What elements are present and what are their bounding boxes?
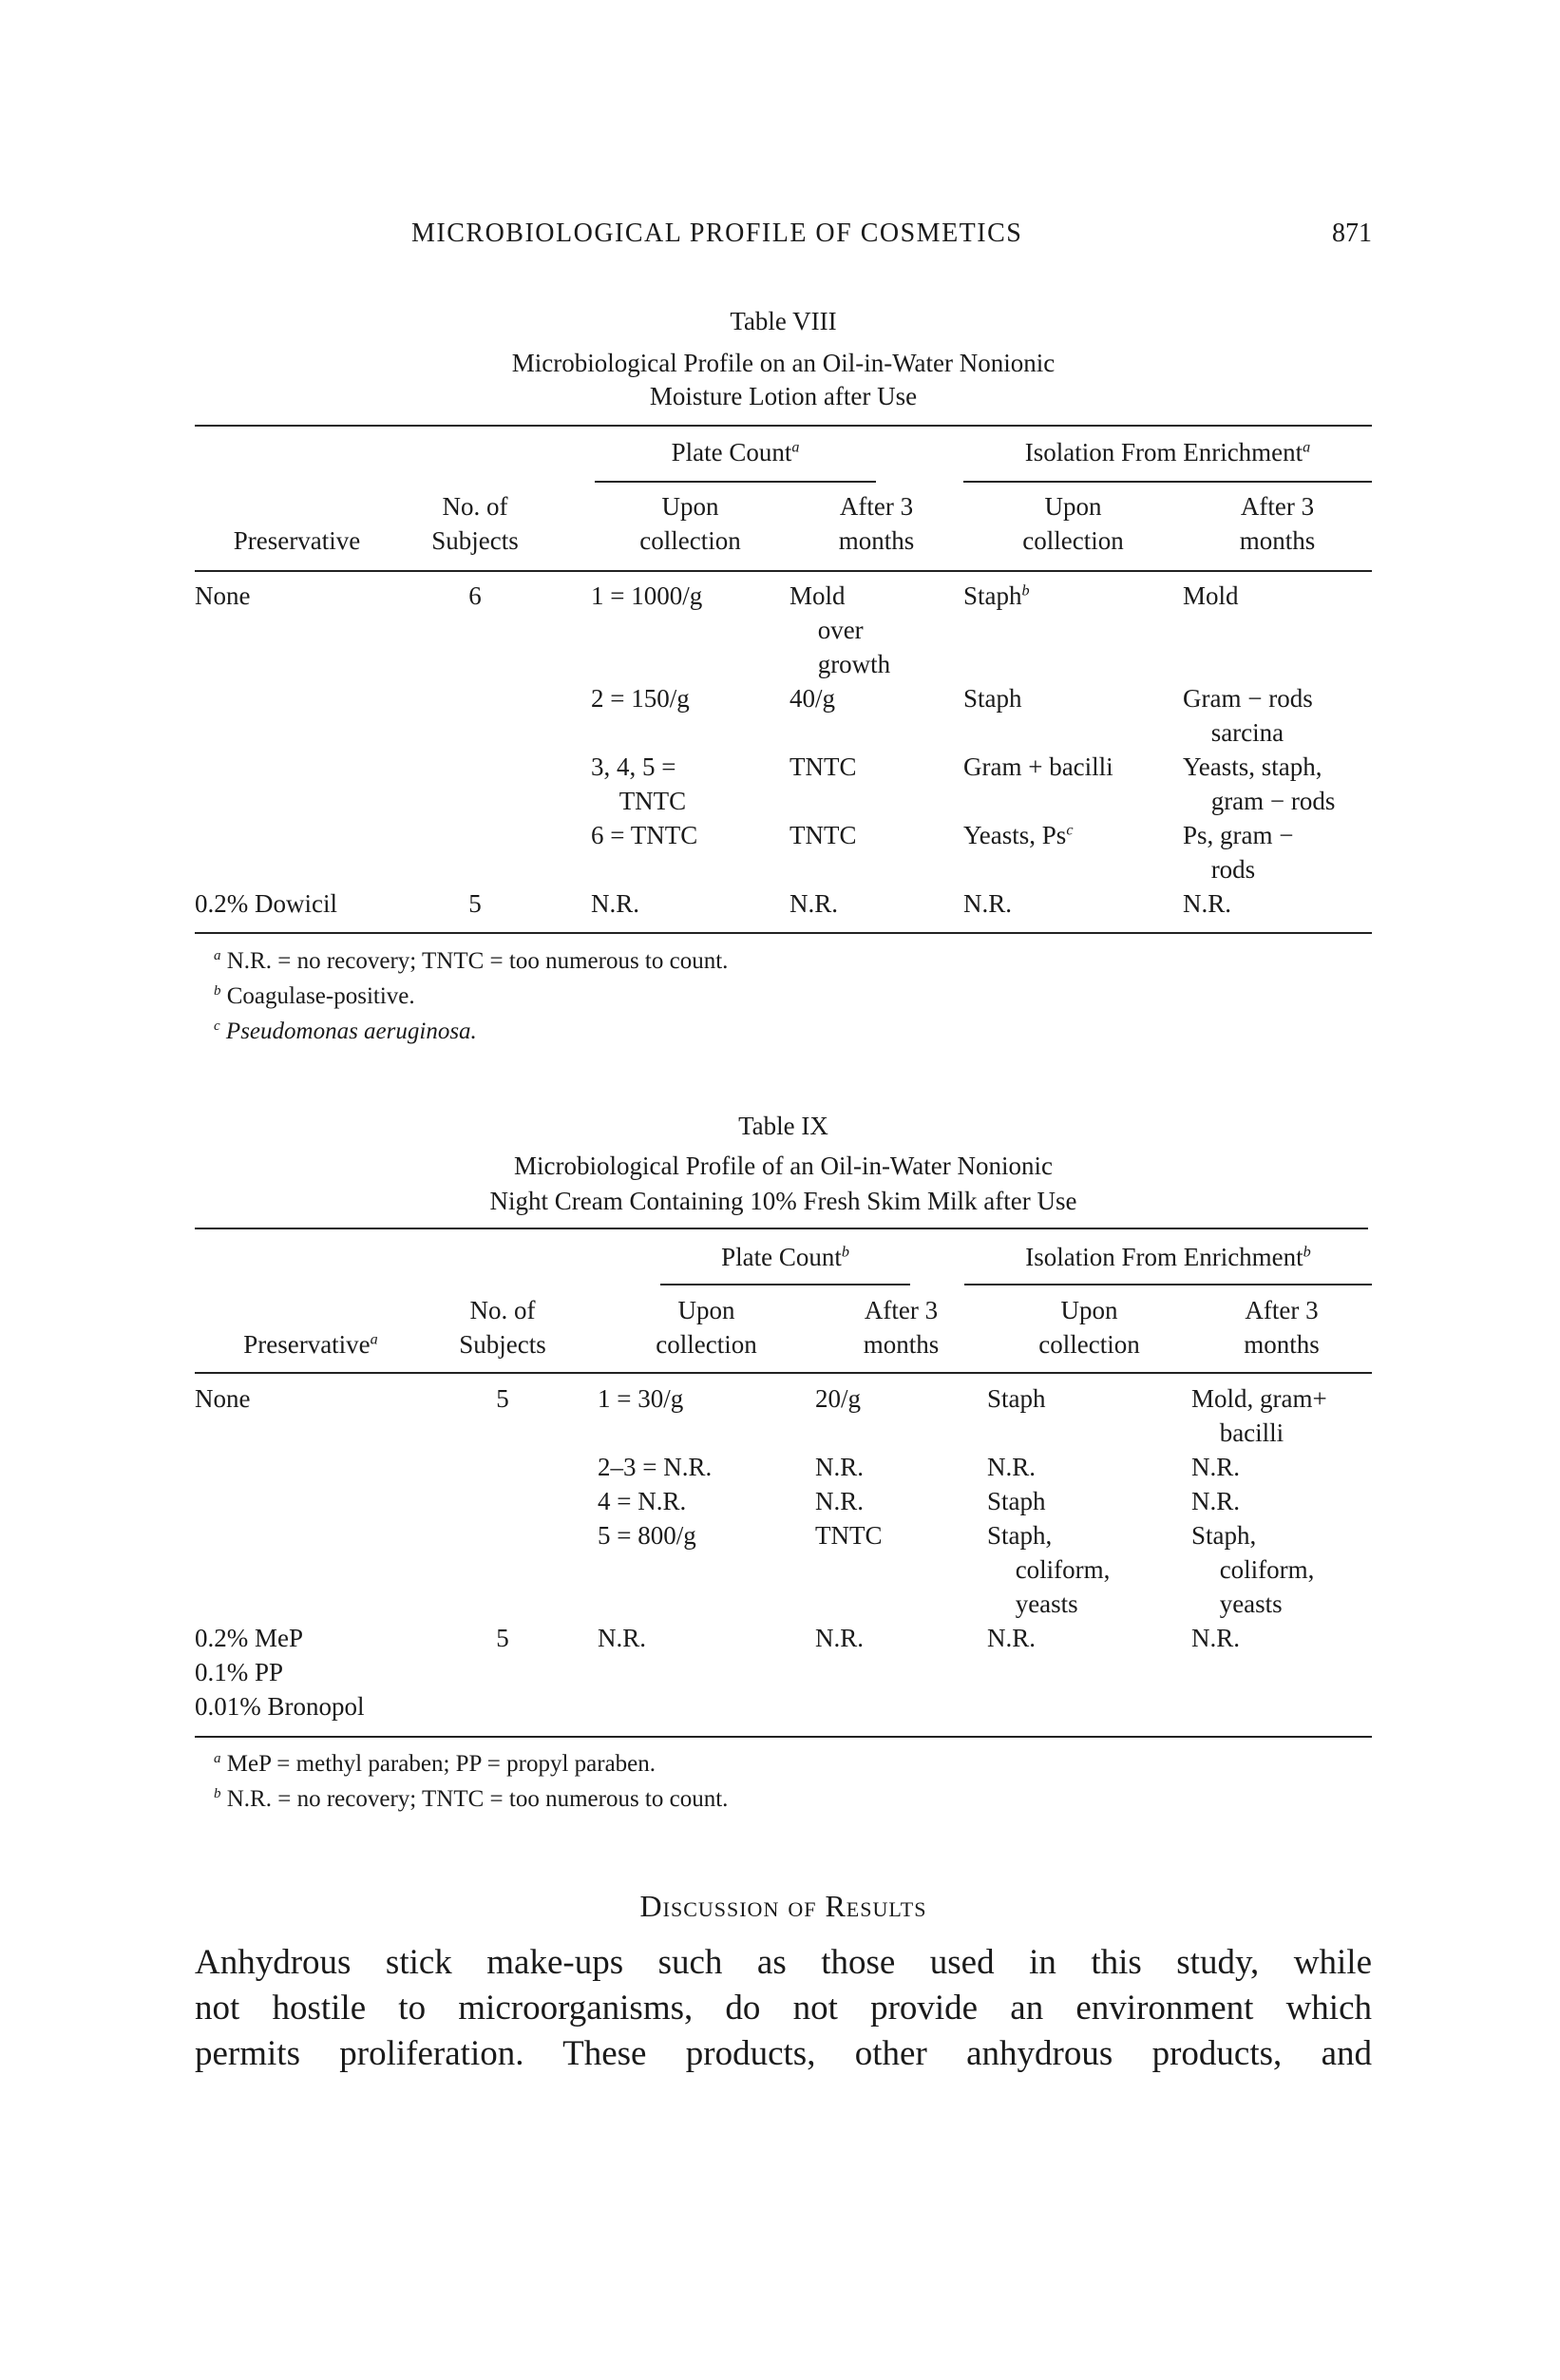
col-preservative xyxy=(195,524,399,558)
cell-text: Mold xyxy=(1183,581,1239,610)
subjects-cell xyxy=(427,1450,579,1484)
cell-text: N.R. xyxy=(987,1453,1037,1481)
cell-text: 0.2% MeP 0.1% PP 0.01% Bronopol xyxy=(195,1624,365,1721)
cell-text: Staph, coliform, yeasts xyxy=(1191,1521,1315,1618)
plate-upon-cell xyxy=(579,1381,815,1450)
plate-upon-cell xyxy=(551,750,790,818)
table8-caption-2: Moisture Lotion after Use xyxy=(649,382,918,410)
subjects-cell xyxy=(399,681,551,750)
cell-text: N.R. xyxy=(790,889,839,918)
footnote-mark: a xyxy=(214,1751,221,1766)
plate-after-cell xyxy=(815,1484,987,1518)
plate-upon-cell xyxy=(551,886,790,921)
cell-text: Gram − rods sarcina xyxy=(1183,684,1313,747)
cell-text: None xyxy=(195,581,251,610)
preservative-cell xyxy=(195,818,399,886)
footnote-mark: a xyxy=(791,438,800,456)
footnote xyxy=(214,1746,728,1781)
footnote-text: Coagulase-positive. xyxy=(226,983,415,1009)
cell-text: N.R. xyxy=(815,1453,865,1481)
col-preservative xyxy=(195,1327,427,1361)
cell-text: 20/g xyxy=(815,1384,862,1413)
cell-text: 1 = 30/g xyxy=(598,1384,684,1413)
col-subjects: No. of Subjects xyxy=(431,492,519,555)
table9-header-rule xyxy=(195,1372,1372,1374)
cell-text: Gram + bacilli xyxy=(963,752,1113,781)
subjects-cell xyxy=(399,818,551,886)
footnote-text: Pseudomonas aeruginosa. xyxy=(225,1019,477,1044)
iso-after-cell xyxy=(1191,1450,1372,1484)
cell-text: None xyxy=(195,1384,251,1413)
table8-body xyxy=(195,579,1372,921)
iso-upon-cell xyxy=(987,1518,1191,1621)
preservative-cell xyxy=(195,1484,427,1518)
plate-upon-cell xyxy=(579,1621,815,1723)
table9-group-isolation xyxy=(964,1240,1372,1274)
table8-caption-1: Microbiological Profile on an Oil-in-Water Nonionic xyxy=(511,349,1056,377)
table8-header-rule xyxy=(195,570,1372,572)
cell-text: Mold, gram+ bacilli xyxy=(1191,1384,1327,1447)
plate-upon-cell xyxy=(579,1450,815,1484)
col-iso-after: After 3 months xyxy=(1244,1296,1320,1359)
table9-footnotes xyxy=(214,1746,728,1817)
plate-upon-cell xyxy=(551,579,790,681)
cell-text: N.R. xyxy=(591,889,640,918)
preservative-cell xyxy=(195,1518,427,1621)
table8-footnotes xyxy=(214,943,728,1049)
cell-text: 40/g xyxy=(790,684,836,713)
subjects-cell xyxy=(399,886,551,921)
cell-text: Yeasts, Ps xyxy=(963,821,1067,849)
plate-after-cell xyxy=(815,1450,987,1484)
table8-header-row xyxy=(195,489,1372,558)
iso-upon-cell xyxy=(963,818,1183,886)
table9-title: Table IX xyxy=(738,1112,828,1140)
table8-top-rule xyxy=(195,425,1372,427)
plate-upon-cell xyxy=(551,681,790,750)
plate-after-cell xyxy=(815,1518,987,1621)
iso-after-cell xyxy=(1183,886,1372,921)
table9-plate-span-rule xyxy=(660,1284,910,1285)
cell-text: 3, 4, 5 = TNTC xyxy=(591,752,687,815)
cell-text: N.R. xyxy=(1183,889,1232,918)
iso-upon-cell xyxy=(963,579,1183,681)
label: Isolation From Enrichment xyxy=(1024,438,1303,466)
cell-text: 6 xyxy=(468,581,482,610)
body-paragraph xyxy=(195,1940,1372,2077)
plate-after-cell xyxy=(815,1621,987,1723)
table8-group-plate xyxy=(595,435,876,469)
cell-text: 2 = 150/g xyxy=(591,684,690,713)
cell-text: Staph, coliform, yeasts xyxy=(987,1521,1111,1618)
cell-text: TNTC xyxy=(790,752,857,781)
plate-after-cell xyxy=(815,1381,987,1450)
table8-bottom-rule xyxy=(195,932,1372,934)
subjects-cell xyxy=(427,1518,579,1621)
cell-text: TNTC xyxy=(815,1521,883,1550)
footnote-mark: c xyxy=(214,1019,220,1034)
cell-text: Ps, gram − rods xyxy=(1183,821,1294,884)
cell-text: 0.2% Dowicil xyxy=(195,889,337,918)
label: Preservative xyxy=(233,526,361,555)
cell-text: 6 = TNTC xyxy=(591,821,698,849)
col-iso-upon: Upon collection xyxy=(1038,1296,1140,1359)
col-plate-after: After 3 months xyxy=(863,1296,940,1359)
cell-text: N.R. xyxy=(1191,1453,1241,1481)
footnote xyxy=(214,1014,728,1049)
cell-text: 5 xyxy=(496,1624,509,1652)
cell-text: Staph xyxy=(963,581,1022,610)
plate-after-cell xyxy=(790,750,963,818)
col-subjects: No. of Subjects xyxy=(459,1296,546,1359)
paragraph-line: permits proliferation. These products, other anhydrous products, and xyxy=(195,2034,1372,2073)
preservative-cell xyxy=(195,579,399,681)
table9-header-row xyxy=(195,1293,1372,1361)
preservative-cell xyxy=(195,681,399,750)
footnote-text: MeP = methyl paraben; PP = propyl paraben. xyxy=(226,1751,656,1777)
footnote-mark: a xyxy=(1303,438,1311,456)
running-title: MICROBIOLOGICAL PROFILE OF COSMETICS xyxy=(411,219,1023,248)
table8-title: Table VIII xyxy=(730,307,837,335)
iso-after-cell xyxy=(1191,1381,1372,1450)
table9-caption-2: Night Cream Containing 10% Fresh Skim Milk after Use xyxy=(489,1187,1077,1215)
paragraph-line: Anhydrous stick make-ups such as those used in this study, while xyxy=(195,1943,1372,1982)
table9-caption-1: Microbiological Profile of an Oil-in-Water Nonionic xyxy=(514,1152,1053,1180)
cell-text: N.R. xyxy=(963,889,1013,918)
cell-text: Staph xyxy=(987,1384,1046,1413)
iso-after-cell xyxy=(1191,1621,1372,1723)
iso-after-cell xyxy=(1191,1518,1372,1621)
col-plate-after: After 3 months xyxy=(838,492,915,555)
cell-text: N.R. xyxy=(815,1624,865,1652)
cell-text: Mold over growth xyxy=(790,581,891,678)
cell-text: TNTC xyxy=(790,821,857,849)
cell-text: N.R. xyxy=(815,1487,865,1515)
cell-text: 4 = N.R. xyxy=(598,1487,687,1515)
footnote xyxy=(214,979,728,1014)
cell-text: Staph xyxy=(963,684,1022,713)
preservative-cell xyxy=(195,886,399,921)
footnote-mark: b xyxy=(1021,581,1030,600)
cell-text: N.R. xyxy=(987,1624,1037,1652)
footnote xyxy=(214,1781,728,1817)
section-heading: Discussion of Results xyxy=(639,1889,927,1923)
iso-upon-cell xyxy=(987,1484,1191,1518)
subjects-cell xyxy=(427,1484,579,1518)
plate-after-cell xyxy=(790,886,963,921)
cell-text: N.R. xyxy=(1191,1487,1241,1515)
iso-after-cell xyxy=(1183,579,1372,681)
table9-isolation-span-rule xyxy=(964,1284,1372,1285)
preservative-cell xyxy=(195,1450,427,1484)
label: Plate Count xyxy=(671,438,792,466)
plate-upon-cell xyxy=(579,1484,815,1518)
label: Isolation From Enrichment xyxy=(1025,1243,1303,1271)
footnote-mark: b xyxy=(214,1786,221,1801)
page-number: 871 xyxy=(1332,219,1372,248)
table8-plate-span-rule xyxy=(595,481,876,483)
iso-after-cell xyxy=(1183,681,1372,750)
col-plate-upon: Upon collection xyxy=(656,1296,757,1359)
iso-after-cell xyxy=(1183,818,1372,886)
plate-upon-cell xyxy=(551,818,790,886)
iso-upon-cell xyxy=(963,750,1183,818)
cell-text: N.R. xyxy=(1191,1624,1241,1652)
col-plate-upon: Upon collection xyxy=(639,492,741,555)
preservative-cell xyxy=(195,1621,427,1723)
table8-isolation-span-rule xyxy=(963,481,1372,483)
subjects-cell xyxy=(427,1381,579,1450)
preservative-cell xyxy=(195,750,399,818)
footnote-text: N.R. = no recovery; TNTC = too numerous to count. xyxy=(226,1786,729,1812)
table9-bottom-rule xyxy=(195,1736,1372,1738)
preservative-cell xyxy=(195,1381,427,1450)
subjects-cell xyxy=(399,750,551,818)
table9-body xyxy=(195,1381,1372,1723)
footnote-text: N.R. = no recovery; TNTC = too numerous to count. xyxy=(226,948,729,974)
cell-text: 5 xyxy=(496,1384,509,1413)
subjects-cell xyxy=(427,1621,579,1723)
footnote-mark: b xyxy=(841,1243,849,1261)
iso-after-cell xyxy=(1183,750,1372,818)
footnote-mark: b xyxy=(1303,1243,1311,1261)
iso-after-cell xyxy=(1191,1484,1372,1518)
plate-after-cell xyxy=(790,579,963,681)
footnote-mark: b xyxy=(214,983,221,999)
col-iso-upon: Upon collection xyxy=(1022,492,1124,555)
plate-upon-cell xyxy=(579,1518,815,1621)
footnote-mark: a xyxy=(370,1330,378,1348)
plate-after-cell xyxy=(790,681,963,750)
paragraph-line: not hostile to microorganisms, do not provide an environment which xyxy=(195,1989,1372,2028)
subjects-cell xyxy=(399,579,551,681)
footnote-mark: c xyxy=(1066,821,1074,839)
footnote-mark: a xyxy=(214,948,221,963)
iso-upon-cell xyxy=(963,681,1183,750)
iso-upon-cell xyxy=(987,1621,1191,1723)
iso-upon-cell xyxy=(987,1450,1191,1484)
cell-text: 5 xyxy=(468,889,482,918)
cell-text: Yeasts, staph, gram − rods xyxy=(1183,752,1336,815)
plate-after-cell xyxy=(790,818,963,886)
col-iso-after: After 3 months xyxy=(1239,492,1316,555)
table9-group-plate xyxy=(660,1240,910,1274)
cell-text: 5 = 800/g xyxy=(598,1521,696,1550)
footnote xyxy=(214,943,728,979)
cell-text: 2–3 = N.R. xyxy=(598,1453,713,1481)
cell-text: N.R. xyxy=(598,1624,647,1652)
table8-group-isolation xyxy=(963,435,1372,469)
cell-text: 1 = 1000/g xyxy=(591,581,703,610)
table9-top-rule xyxy=(195,1228,1368,1229)
label: Plate Count xyxy=(721,1243,842,1271)
cell-text: Staph xyxy=(987,1487,1046,1515)
label: Preservative xyxy=(243,1330,371,1359)
iso-upon-cell xyxy=(987,1381,1191,1450)
iso-upon-cell xyxy=(963,886,1183,921)
